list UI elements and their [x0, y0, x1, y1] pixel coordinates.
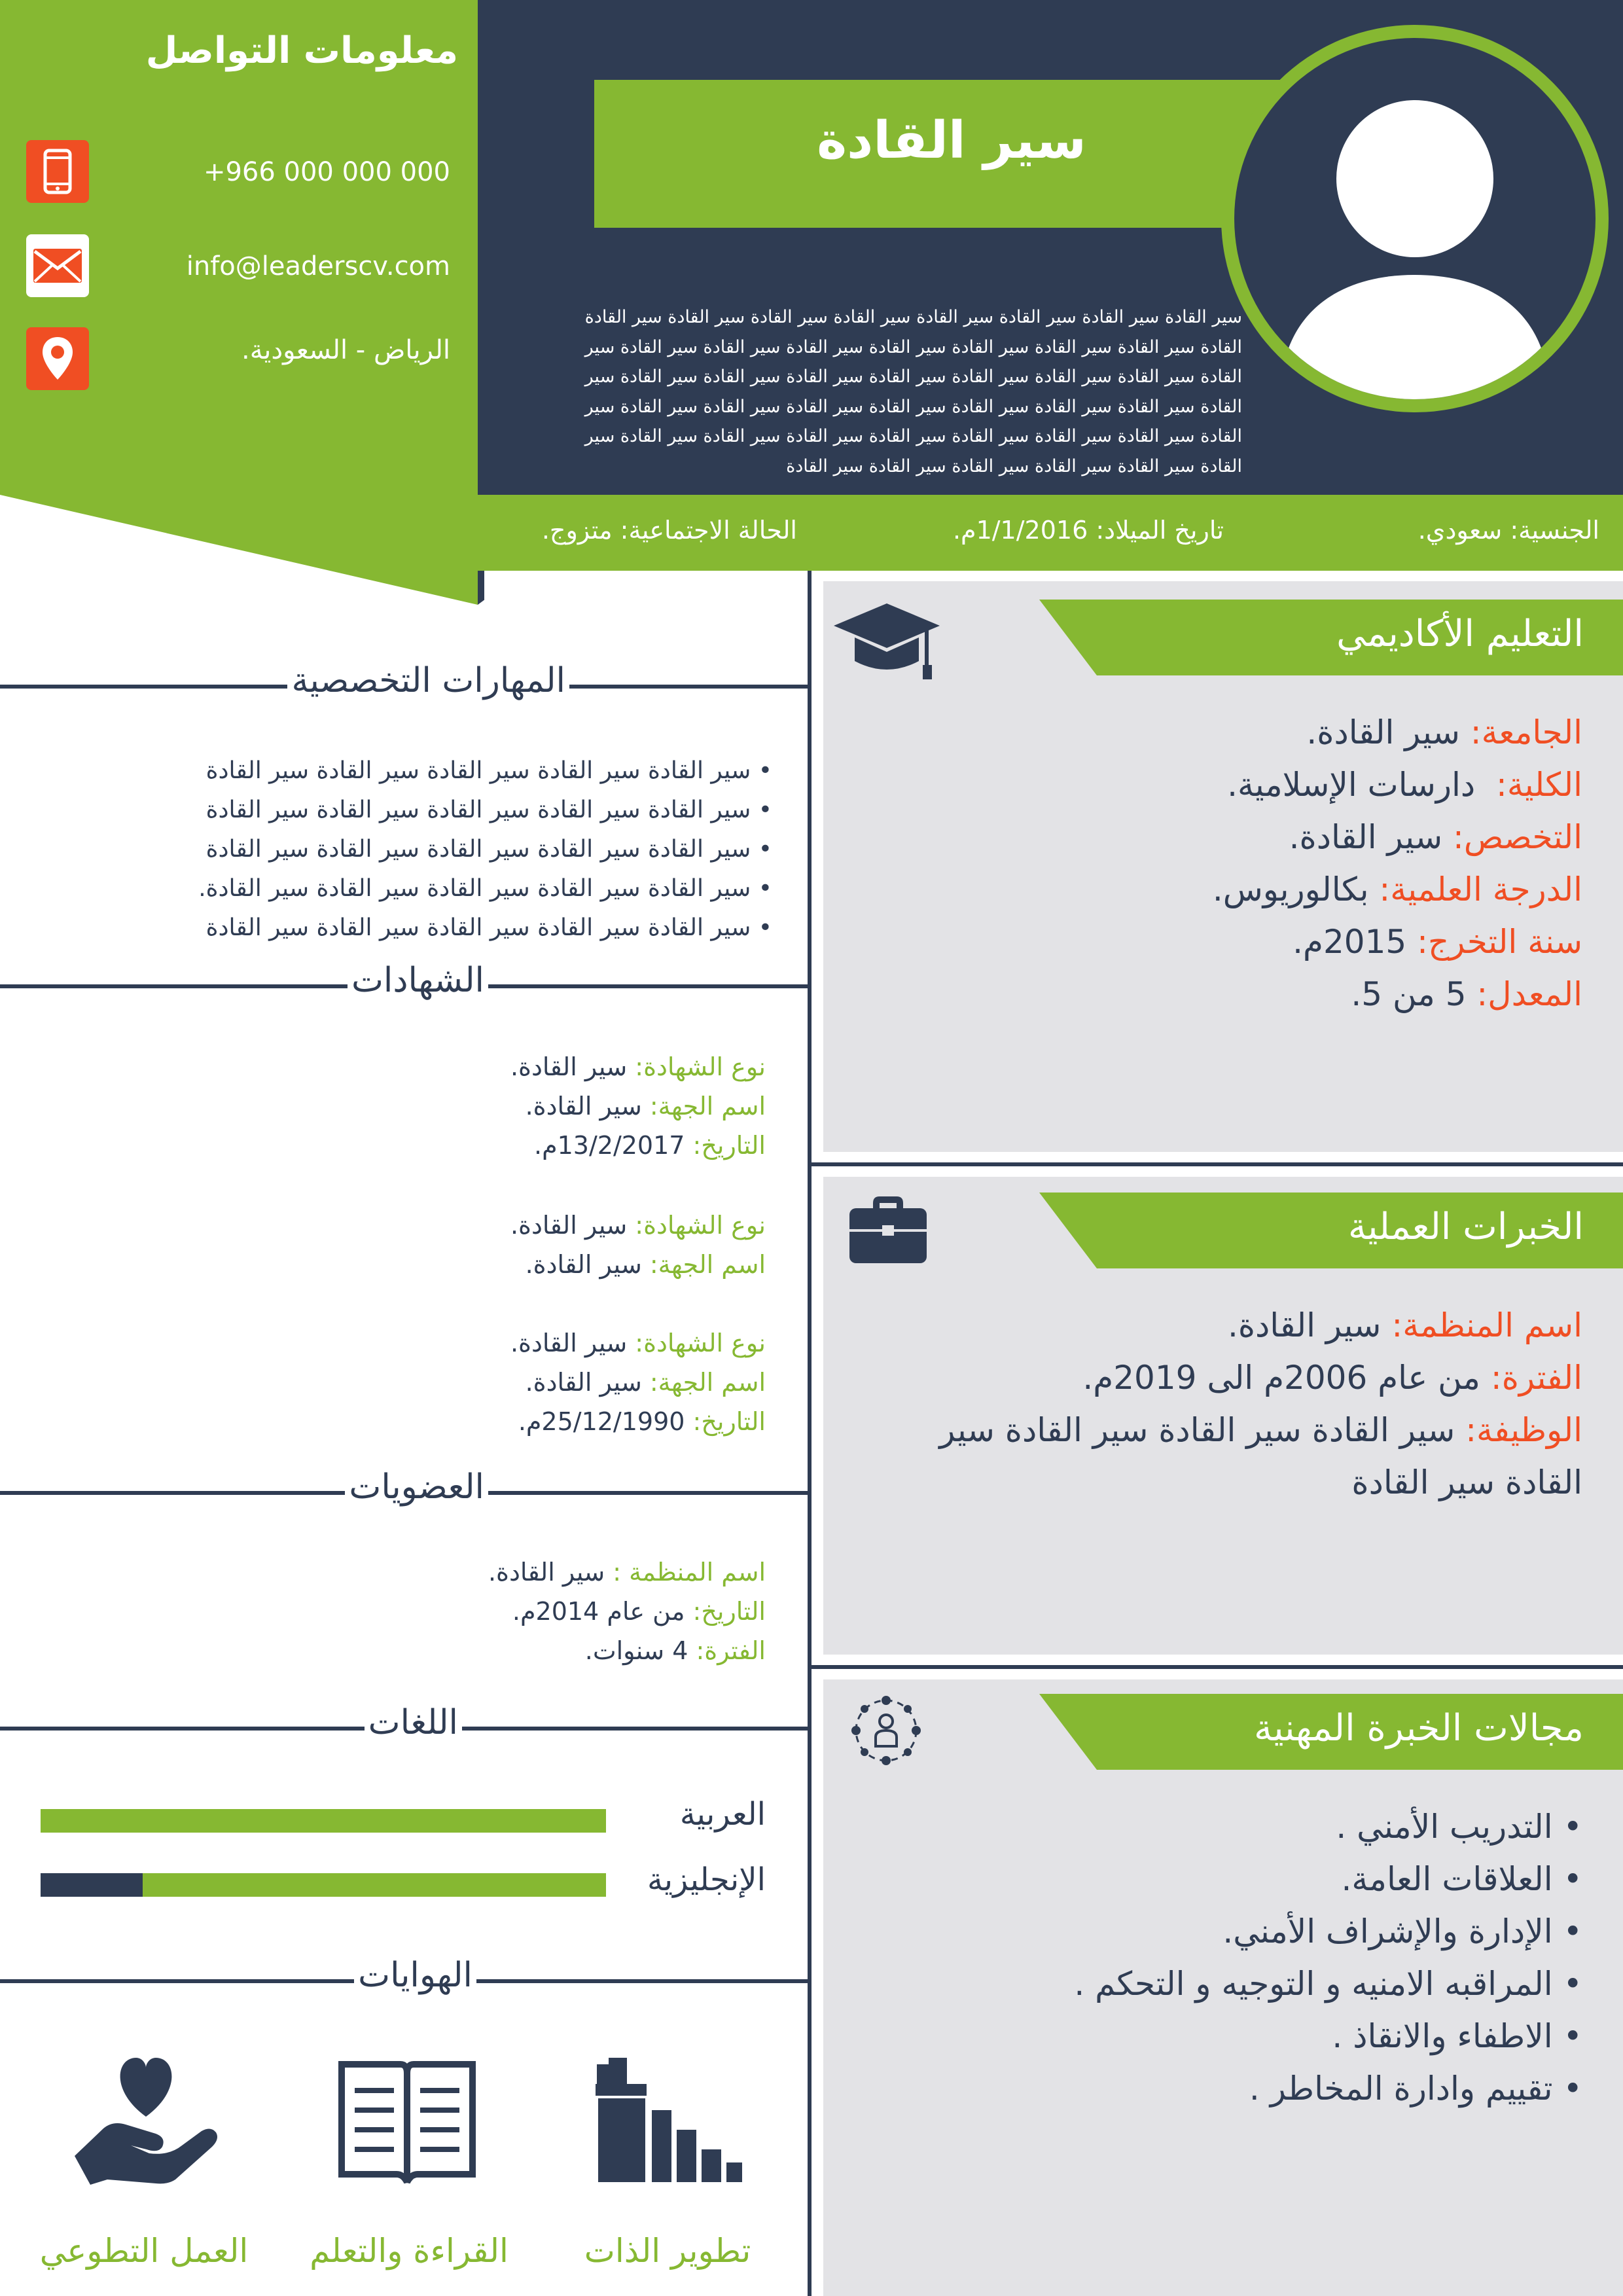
bio-line: القادة سير القادة سير القادة سير القادة سير القادة سير القادة سير القادة سير القادة سير: [584, 396, 1242, 417]
network-person-icon: [847, 1691, 925, 1770]
nationality: الجنسية: سعودي.: [1418, 516, 1599, 545]
location-pin-icon: [26, 327, 89, 390]
list-item: • سير القادة سير القادة سير القادة سير القادة سير القادة: [205, 797, 772, 823]
list-item: • تقييم وادارة المخاطر .: [1249, 2070, 1582, 2108]
bio-line: القادة سير القادة سير القادة سير القادة سير القادة سير القادة سير القادة سير القادة سير: [584, 426, 1242, 446]
bio-line: القادة سير القادة سير القادة سير القادة سير القادة سير القادة سير القادة سير القادة سير: [584, 367, 1242, 387]
candidate-name: سير القادة: [817, 111, 1086, 170]
certificate-2-type: نوع الشهادة: سير القادة.: [510, 1211, 766, 1240]
edu-grad-year: سنة التخرج: 2015م.: [1293, 923, 1582, 961]
edu-college: الكلية: دارسات الإسلامية.: [1227, 766, 1582, 804]
language-level-bar: [41, 1873, 606, 1897]
bio-line: القادة سير القادة سير القادة سير القادة سير القادة سير القادة سير القادة سير القادة سير: [584, 336, 1242, 357]
column-divider: [808, 571, 812, 2296]
list-item: • الاطفاء والانقاذ .: [1332, 2017, 1582, 2055]
language-name-arabic: العربية: [679, 1796, 766, 1833]
education-title: التعليم الأكاديمي: [1336, 613, 1584, 655]
birth-date: تاريخ الميلاد: 1/1/2016م.: [952, 516, 1224, 545]
phone-icon: [26, 140, 89, 203]
contact-title: معلومات التواصل: [145, 29, 458, 72]
exp-job-continued: القادة سير القادة: [1351, 1463, 1582, 1501]
certificates-title: الشهادات: [348, 961, 488, 1000]
avatar: [1234, 38, 1596, 399]
list-item: • سير القادة سير القادة سير القادة سير القادة سير القادة: [205, 914, 772, 941]
hobbies-title: الهوايات: [354, 1956, 476, 1995]
certificate-1-org: اسم الجهة: سير القادة.: [525, 1092, 766, 1121]
section-rule: [808, 1665, 1623, 1669]
list-item: • التدريب الأمني .: [1336, 1808, 1582, 1846]
certificate-3-org: اسم الجهة: سير القادة.: [525, 1368, 766, 1397]
hobby-label: القراءة والتعلم: [310, 2232, 508, 2270]
phone-number[interactable]: +966 000 000 000: [203, 157, 450, 187]
certificate-2-org: اسم الجهة: سير القادة.: [525, 1250, 766, 1279]
list-item: • العلاقات العامة.: [1341, 1860, 1582, 1898]
list-item: • المراقبه الامنيه و التوجيه و التحكم .: [1074, 1965, 1582, 2003]
bio-line: القادة سير القادة سير القادة سير القادة سير القادة سير القادة: [786, 456, 1242, 476]
list-item: • سير القادة سير القادة سير القادة سير القادة سير القادة: [205, 836, 772, 863]
edu-gpa: المعدل: 5 من 5.: [1351, 975, 1582, 1013]
marital-status: الحالة الاجتماعية: متزوج.: [541, 516, 797, 545]
list-item: • سير القادة سير القادة سير القادة سير القادة سير القادة.: [198, 875, 772, 902]
exp-org: اسم المنظمة: سير القادة.: [1227, 1306, 1582, 1344]
skills-title: المهارات التخصصية: [287, 661, 569, 700]
graduation-cap-icon: [831, 600, 942, 685]
certificate-3-date: التاريخ: 25/12/1990م.: [518, 1407, 766, 1436]
certificate-1-type: نوع الشهادة: سير القادة.: [510, 1052, 766, 1081]
bio-text: [490, 302, 1242, 481]
skills-list: [52, 751, 772, 948]
location-text: الرياض - السعودية.: [241, 335, 450, 365]
memberships-title: العضويات: [345, 1467, 488, 1507]
list-item: • سير القادة سير القادة سير القادة سير القادة سير القادة: [205, 757, 772, 784]
languages-title: اللغات: [365, 1703, 462, 1742]
exp-job: الوظيفة: سير القادة سير القادة سير القادة سير: [939, 1411, 1582, 1449]
email-icon: [26, 234, 89, 297]
section-rule: [808, 1162, 1623, 1166]
contact-panel-wedge: [0, 495, 484, 606]
email-address[interactable]: info@leaderscv.com: [186, 251, 450, 281]
volunteer-hand-heart-icon: [71, 2045, 221, 2189]
membership-period: الفترة: 4 سنوات.: [584, 1636, 766, 1665]
self-development-icon: [589, 2045, 746, 2195]
user-silhouette-icon: [1234, 38, 1596, 399]
exp-period: الفترة: من عام 2006م الى 2019م.: [1082, 1359, 1582, 1397]
certificate-1-date: التاريخ: 13/2/2017م.: [534, 1131, 766, 1160]
briefcase-icon: [847, 1194, 929, 1266]
membership-org: اسم المنظمة : سير القادة.: [488, 1558, 766, 1587]
language-level-bar: [41, 1809, 606, 1833]
membership-date: التاريخ: من عام 2014م.: [512, 1597, 766, 1626]
hobby-label: العمل التطوعي: [39, 2232, 249, 2270]
list-item: • الإدارة والإشراف الأمني.: [1222, 1912, 1582, 1950]
language-name-english: الإنجليزية: [647, 1861, 766, 1898]
language-level-fill: [41, 1809, 606, 1833]
open-book-icon: [335, 2045, 479, 2189]
experience-title: الخبرات العملية: [1347, 1206, 1584, 1248]
language-level-fill: [143, 1873, 606, 1897]
edu-major: التخصص: سير القادة.: [1289, 818, 1582, 856]
hobby-label: تطوير الذات: [584, 2232, 751, 2270]
certificate-3-type: نوع الشهادة: سير القادة.: [510, 1329, 766, 1357]
bio-line: سير القادة سير القادة سير القادة سير القادة سير القادة سير القادة سير القادة سير القادة: [584, 307, 1242, 327]
edu-university: الجامعة: سير القادة.: [1306, 713, 1582, 751]
expertise-title: مجالات الخبرة المهنية: [1254, 1707, 1584, 1749]
edu-degree: الدرجة العلمية: بكالوريوس.: [1212, 870, 1582, 908]
